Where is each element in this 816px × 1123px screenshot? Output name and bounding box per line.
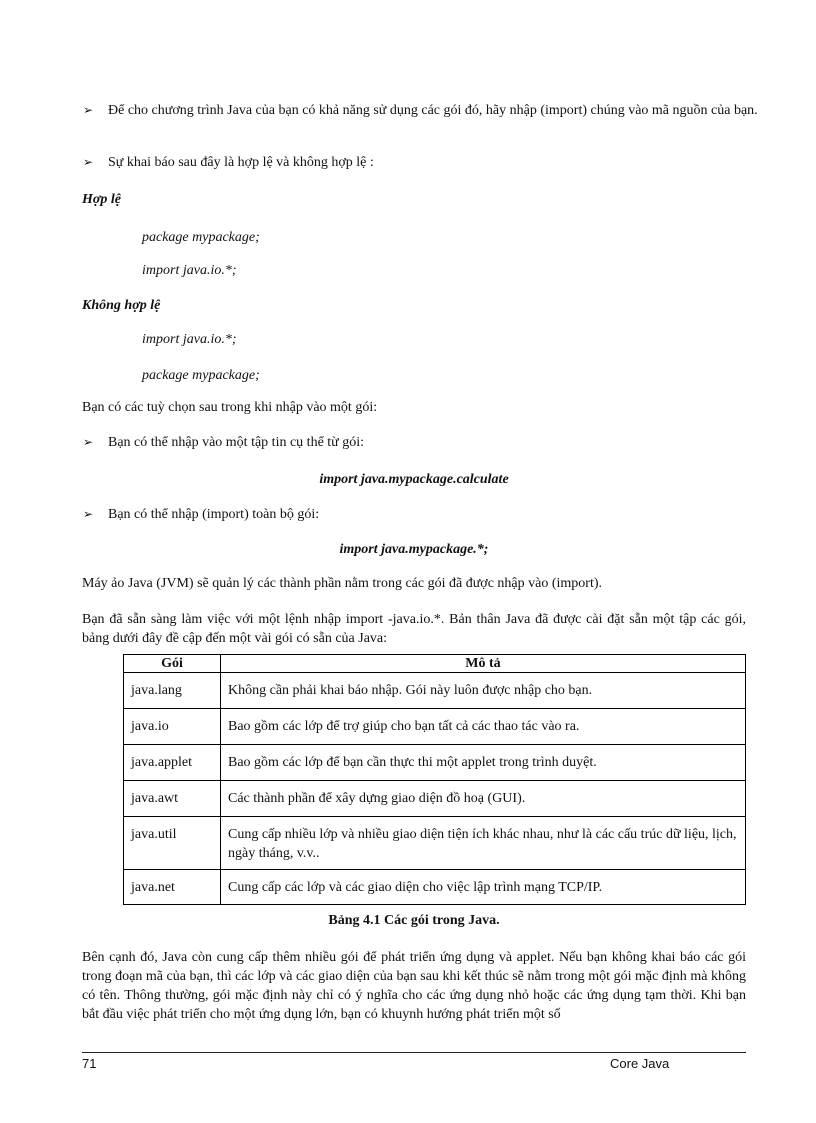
code-import-package: import java.mypackage.*;: [339, 542, 489, 557]
package-description: Bao gồm các lớp để bạn cần thực thi một applet trong trình duyệt.: [221, 745, 746, 781]
bullet-text: Bạn có thể nhập vào một tập tin cụ thể từ gói:: [108, 435, 365, 450]
bullet-arrow-icon: ➢: [83, 507, 94, 521]
table-header-description: Mô tả: [221, 655, 746, 673]
code-import-file: import java.mypackage.calculate: [319, 472, 509, 487]
package-name: java.lang: [124, 673, 221, 709]
package-name: java.awt: [124, 781, 221, 817]
valid-code-line: package mypackage;: [142, 230, 260, 245]
bullet-text: Bạn có thể nhập (import) toàn bộ gói:: [108, 507, 320, 522]
book-title: Core Java: [610, 1056, 670, 1071]
packages-table: [123, 654, 746, 905]
table-row: [124, 709, 746, 745]
bullet-arrow-icon: ➢: [83, 435, 94, 449]
bullet-text: Sự khai báo sau đây là hợp lệ và không hợp lệ :: [108, 155, 374, 170]
package-name: java.io: [124, 709, 221, 745]
bullet-arrow-icon: ➢: [83, 155, 94, 169]
page-body: [82, 0, 758, 1123]
bullet-text: Để cho chương trình Java của bạn có khả năng sử dụng các gói đó, hãy nhập (import) chúng vào mã nguồn của bạn.: [108, 103, 758, 118]
page-number: 71: [82, 1056, 97, 1071]
table-row: [124, 817, 746, 870]
bullet-declaration: [82, 153, 772, 172]
table-caption: Bảng 4.1 Các gói trong Java.: [328, 913, 500, 928]
package-description: Các thành phần để xây dựng giao diện đồ hoạ (GUI).: [221, 781, 746, 817]
table-header-package: Gói: [124, 655, 221, 673]
table-row: [124, 745, 746, 781]
table-row: [124, 781, 746, 817]
bullet-option-file: [82, 433, 772, 452]
jvm-paragraph: Máy ảo Java (JVM) sẽ quản lý các thành phần nằm trong các gói đã được nhập vào (import).: [82, 576, 602, 591]
package-description: Không cần phải khai báo nhập. Gói này luôn được nhập cho bạn.: [221, 673, 746, 709]
package-name: java.applet: [124, 745, 221, 781]
bullet-import-packages: [82, 101, 772, 120]
table-row: [124, 870, 746, 905]
closing-paragraph: Bên cạnh đó, Java còn cung cấp thêm nhiều gói để phát triển ứng dụng và applet. Nếu bạn không khai báo các gói trong đoạn mã của bạn, thì các lớp và các giao diện của bạn sau khi kết thúc sẽ nằm trong một gói mặc định mà không có tên. Thông thường, gói mặc định này chỉ có ý nghĩa cho các ứng dụng nhỏ hoặc các ứng dụng tạm thời. Khi bạn bắt đầu việc phát triển cho một ứng dụng lớn, bạn có khuynh hướng phát triển một số: [82, 950, 746, 1022]
bullet-option-package: [82, 505, 772, 524]
package-description: Cung cấp nhiều lớp và nhiều giao diện tiện ích khác nhau, như là các cấu trúc dữ liệu, lịch, ngày tháng, v.v..: [221, 817, 746, 870]
table-header-row: [124, 655, 746, 673]
invalid-code-line: import java.io.*;: [142, 332, 237, 347]
footer-divider: [82, 1052, 746, 1053]
invalid-heading: Không hợp lệ: [82, 298, 161, 313]
valid-code-line: import java.io.*;: [142, 263, 237, 278]
package-description: Bao gồm các lớp để trợ giúp cho bạn tất cả các thao tác vào ra.: [221, 709, 746, 745]
options-intro: Bạn có các tuỳ chọn sau trong khi nhập vào một gói:: [82, 400, 378, 415]
package-description: Cung cấp các lớp và các giao diện cho việc lập trình mạng TCP/IP.: [221, 870, 746, 905]
packages-paragraph: Bạn đã sẵn sàng làm việc với một lệnh nhập import -java.io.*. Bản thân Java đã được cài đặt sẵn một tập các gói, bảng dưới đây đề cập đến một vài gói có sẵn của Java:: [82, 612, 746, 646]
package-name: java.net: [124, 870, 221, 905]
bullet-arrow-icon: ➢: [83, 103, 94, 117]
invalid-code-line: package mypackage;: [142, 368, 260, 383]
package-name: java.util: [124, 817, 221, 870]
table-row: [124, 673, 746, 709]
valid-heading: Hợp lệ: [82, 192, 122, 207]
